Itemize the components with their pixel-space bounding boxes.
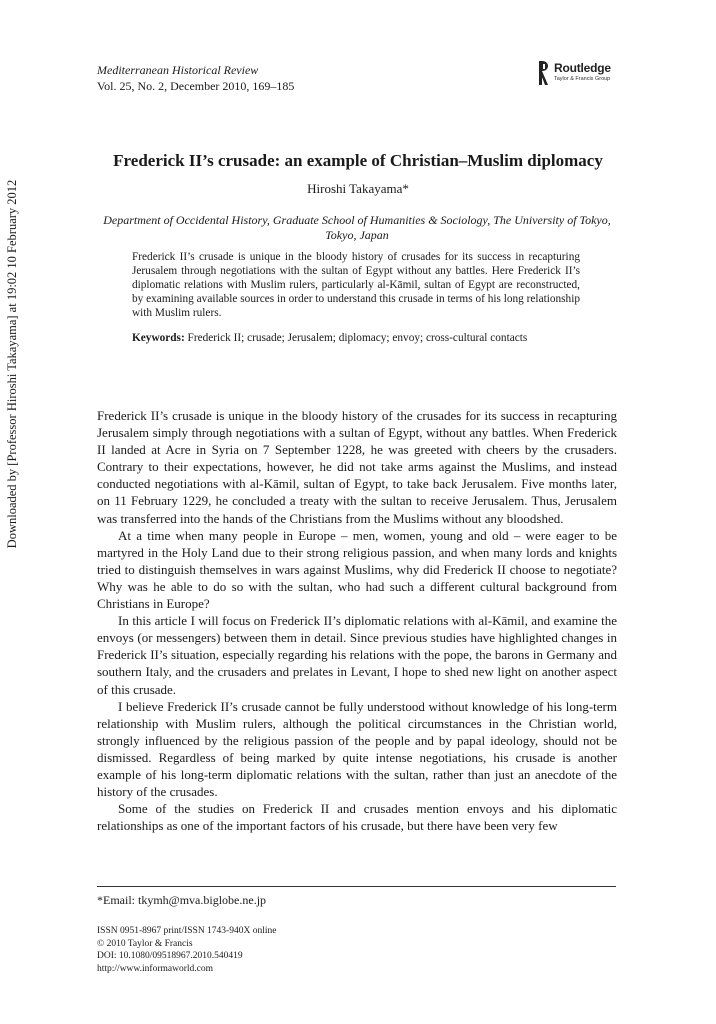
publisher-group: Taylor & Francis Group (554, 76, 611, 82)
journal-citation: Vol. 25, No. 2, December 2010, 169–185 (97, 79, 295, 93)
body-paragraph: At a time when many people in Europe – men, women, young and old – were eager to be martyred in the Holy Land due to their strong religious passion, and when many lords and knights tried to distinguish themselves in wars against Muslims, why did Frederick II choose to negotiate? Why was he able to do so with the sultan, who had such a different cultural background from Christians in Europe? (97, 527, 617, 612)
article-author: Hiroshi Takayama* (307, 181, 409, 196)
article-body (97, 407, 617, 834)
doi: DOI: 10.1080/09518967.2010.540419 (97, 951, 243, 961)
body-paragraph: I believe Frederick II’s crusade cannot be fully understood without knowledge of his long-term relationship with Muslim rulers, although the political circumstances in the Christian world, strongly influenced by the religious passion of the people and by papal ideology, should not be dismissed. Regardless of being marked by quite intense negotiations, his crusade is another example of his long-term diplomatic relations with the sultan, rather than just an anecdote of the history of the crusades. (97, 698, 617, 800)
keywords-list: Frederick II; crusade; Jerusalem; diplomacy; envoy; cross-cultural contacts (187, 332, 528, 344)
issn: ISSN 0951-8967 print/ISSN 1743-940X online (97, 926, 277, 936)
abstract: Frederick II’s crusade is unique in the bloody history of crusades for its success in recapturing Jerusalem through negotiations with the sultan of Egypt without any battles. Here Frederick II’s diplomatic relations with Muslim rulers, particularly al-Kāmil, sultan of Egypt are reconstructed, by examining available sources in order to understand this crusade in terms of his long relationship with Muslim rulers. (132, 251, 580, 319)
article-title: Frederick II’s crusade: an example of Christian–Muslim diplomacy (113, 151, 603, 170)
body-paragraph: Some of the studies on Frederick II and crusades mention envoys and his diplomatic relationships as one of the important factors of his crusade, but there have been very few (97, 801, 617, 834)
publisher-url[interactable]: http://www.informaworld.com (97, 963, 214, 974)
publisher-logo (537, 60, 627, 86)
footnote-email: *Email: tkymh@mva.biglobe.ne.jp (97, 893, 267, 907)
author-affiliation: Department of Occidental History, Graduate School of Humanities & Sociology, The University of Tokyo, Tokyo, Japan (103, 213, 611, 242)
journal-name: Mediterranean Historical Review (97, 63, 259, 77)
body-paragraph: Frederick II’s crusade is unique in the bloody history of the crusades for its success in recapturing Jerusalem simply through negotiations with a sultan of Egypt, without any battles. When Frederick II landed at Acre in Syria on 7 September 1228, he was greeted with cheers by the crusaders. Contrary to their expectations, however, he did not take arms against the Muslims, and instead conducted negotiations with al-Kāmil, sultan of Egypt, to take back Jerusalem. Five months later, on 11 February 1229, he concluded a treaty with the sultan to receive Jerusalem. Thus, Jerusalem was transferred into the hands of the Christians from the Muslims without any bloodshed. (97, 408, 617, 526)
body-paragraph: In this article I will focus on Frederick II’s diplomatic relations with al-Kāmil, and examine the envoys (or messengers) between them in detail. Since previous studies have highlighted changes in Frederick II’s situation, especially regarding his relations with the pope, the barons in Germany and southern Italy, and the crusaders and prelates in Levant, I hope to shed new light on another aspect of this crusade. (97, 613, 617, 697)
journal-header (97, 62, 294, 94)
copyright: © 2010 Taylor & Francis (97, 938, 193, 949)
footnote-divider (97, 886, 616, 887)
routledge-logo-icon (537, 60, 551, 86)
keywords-label: Keywords: (132, 332, 185, 344)
publisher-name: Routledge (554, 61, 611, 75)
download-notice-text: Downloaded by [Professor Hiroshi Takayama] at 19:02 10 February 2012 (5, 179, 19, 549)
download-notice (0, 0, 19, 740)
publication-info (97, 925, 276, 975)
keywords (132, 331, 580, 345)
